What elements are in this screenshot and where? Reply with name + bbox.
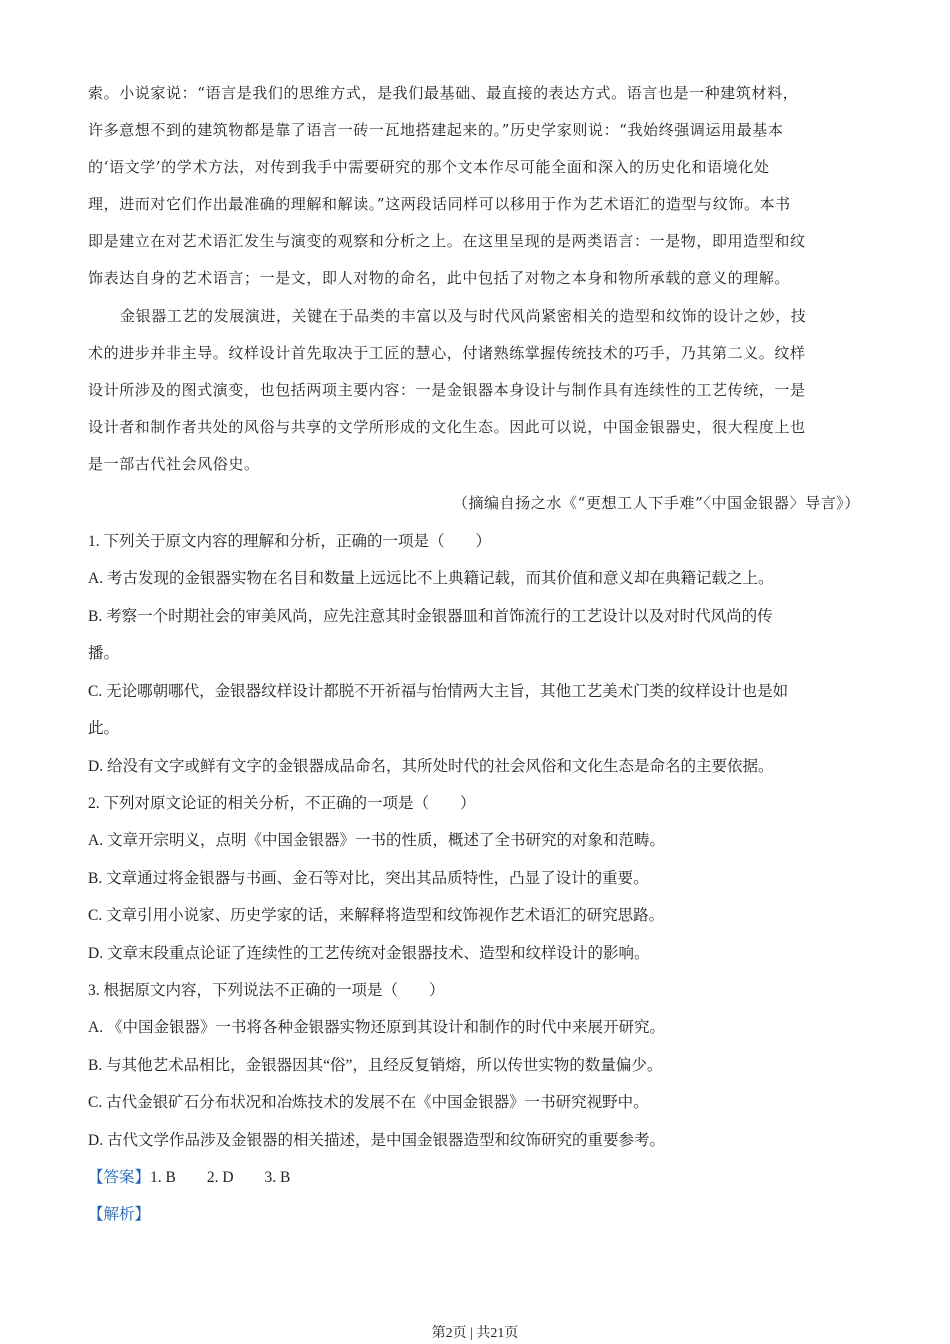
passage-source: （摘编自扬之水《“更想工人下手难”〈中国金银器〉导言》） [452,494,860,512]
question-stem: 2. 下列对原文论证的相关分析，不正确的一项是（ ） [88,795,476,812]
question-stem: 3. 根据原文内容，下列说法不正确的一项是（ ） [88,982,445,999]
question-option: D. 给没有文字或鲜有文字的金银器成品命名，其所处时代的社会风俗和文化生态是命名的主要依据。 [88,758,774,775]
question-option: 播。 [88,645,120,662]
answer-label: 【答案】 [88,1169,151,1186]
reading-passage [88,0,860,520]
question-option: A. 考古发现的金银器实物在名目和数量上远远比不上典籍记载，而其价值和意义却在典籍记载之上。 [88,570,774,587]
question-option: C. 无论哪朝哪代，金银器纹样设计都脱不开祈福与怡情两大主旨，其他工艺美术门类的纹样设计也是如 [88,683,789,700]
passage-line: 即是建立在对艺术语汇发生与演变的观察和分析之上。在这里呈现的是两类语言：一是物，即用造型和纹 [88,232,806,250]
passage-line: 是一部古代社会风俗史。 [88,455,260,473]
answer-text: 1. B 2. D 3. B [150,1169,291,1186]
question-option: 此。 [88,720,120,737]
answer-line [88,1165,868,1187]
question-option: A. 文章开宗明义，点明《中国金银器》一书的性质，概述了全书研究的对象和范畴。 [88,832,665,849]
question-option: B. 与其他艺术品相比，金银器因其“俗”，且经反复销熔，所以传世实物的数量偏少。 [88,1057,663,1074]
passage-line: 许多意想不到的建筑物都是靠了语言一砖一瓦地搭建起来的。”历史学家则说：“我始终强调运用最基本 [88,121,784,139]
question-stem: 1. 下列关于原文内容的理解和分析，正确的一项是（ ） [88,533,492,550]
page-footer: 第2页 | 共21页 [431,1326,519,1341]
passage-line: 金银器工艺的发展演进，关键在于品类的丰富以及与时代风尚紧密相关的造型和纹饰的设计之妙，技 [120,307,807,325]
passage-line: 的‘语文学’的学术方法，对传到我手中需要研究的那个文本作尽可能全面和深入的历史化和语境化处 [88,158,770,176]
passage-line: 饰表达自身的艺术语言；一是文，即人对物的命名，此中包括了对物之本身和物所承载的意义的理解。 [88,269,791,287]
analysis-label: 【解析】 [88,1206,151,1223]
question-option: D. 古代文学作品涉及金银器的相关描述，是中国金银器造型和纹饰研究的重要参考。 [88,1132,665,1149]
passage-line: 术的进步并非主导。纹样设计首先取决于工匠的慧心，付诸熟练掌握传统技术的巧手，乃其第二义。纹样 [88,344,806,362]
analysis-line [88,1202,868,1224]
question-option: B. 文章通过将金银器与书画、金石等对比，突出其品质特性，凸显了设计的重要。 [88,870,649,887]
question-option: A. 《中国金银器》一书将各种金银器实物还原到其设计和制作的时代中来展开研究。 [88,1019,665,1036]
passage-line: 设计者和制作者共处的风俗与共享的文学所形成的文化生态。因此可以说，中国金银器史，很大程度上也 [88,418,806,436]
passage-line: 理，进而对它们作出最准确的理解和解读。”这两段话同样可以移用于作为艺术语汇的造型与纹饰。本书 [88,195,791,213]
question-option: D. 文章末段重点论证了连续性的工艺传统对金银器技术、造型和纹样设计的影响。 [88,945,650,962]
question-option: C. 文章引用小说家、历史学家的话，来解释将造型和纹饰视作艺术语汇的研究思路。 [88,907,665,924]
passage-line: 设计所涉及的图式演变，也包括两项主要内容：一是金银器本身设计与制作具有连续性的工艺传统，一是 [88,381,806,399]
passage-line: 索。小说家说：“语言是我们的思维方式，是我们最基础、最直接的表达方式。语言也是一种建筑材料， [88,84,799,102]
question-option: C. 古代金银矿石分布状况和冶炼技术的发展不在《中国金银器》一书研究视野中。 [88,1094,649,1111]
question-option: B. 考察一个时期社会的审美风尚，应先注意其时金银器皿和首饰流行的工艺设计以及对时代风尚的传 [88,608,773,625]
